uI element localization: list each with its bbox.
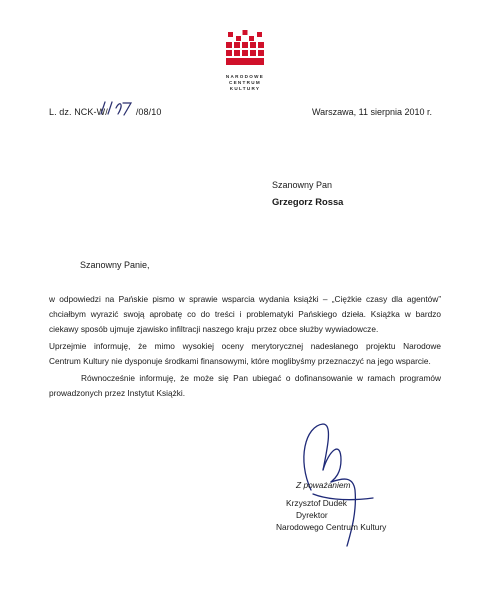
letter-body — [49, 292, 441, 401]
body-line: prowadzonych przez Instytut Książki. — [49, 388, 186, 398]
closing-regards: Z poważaniem — [296, 480, 351, 490]
body-line: ciekawy sposób ujmuje zjawisko infiltracji naszego kraju przez obce służby wywiadowcze. — [49, 324, 379, 334]
logo-line-3: KULTURY — [229, 86, 261, 91]
addressee-name: Grzegorz Rossa — [272, 196, 344, 207]
signer-organization: Narodowego Centrum Kultury — [276, 522, 387, 532]
body-line: Centrum Kultury nie dysponuje środkami finansowymi, które moglibyśmy przeznaczyć na jego wsparcie. — [49, 356, 431, 366]
ncк-logo — [218, 30, 272, 100]
addressee-salutation: Szanowny Pan — [272, 180, 333, 190]
logo-line-1: NARODOWE — [225, 74, 265, 79]
reference-suffix: /08/10 — [135, 107, 162, 117]
body-line: Równocześnie informuję, że może się Pan ubiegać o dofinansowanie w ramach programów — [81, 373, 441, 383]
crown-logo-icon — [222, 30, 268, 70]
body-line: w odpowiedzi na Pańskie pismo w sprawie wsparcia wydania książki – „Ciężkie czasy dla agentów” — [49, 294, 441, 304]
body-line: chciałbym wyrazić swoją aprobatę co do treści i problematyki Pańskiego dzieła. Książka w bardzo — [49, 309, 441, 319]
body-line: Uprzejmie informuję, że mimo wysokiej oceny merytorycznej nadesłanego projektu Narodowe — [49, 341, 441, 351]
signer-title: Dyrektor — [296, 510, 328, 520]
signer-name: Krzysztof Dudek — [286, 498, 347, 508]
greeting: Szanowny Panie, — [80, 260, 150, 270]
reference-prefix: L. dz. NCK-W/ — [49, 107, 108, 117]
logo-line-2: CENTRUM — [228, 80, 262, 85]
letter-date: Warszawa, 11 sierpnia 2010 r. — [312, 107, 433, 117]
handwritten-number-icon — [96, 98, 136, 118]
